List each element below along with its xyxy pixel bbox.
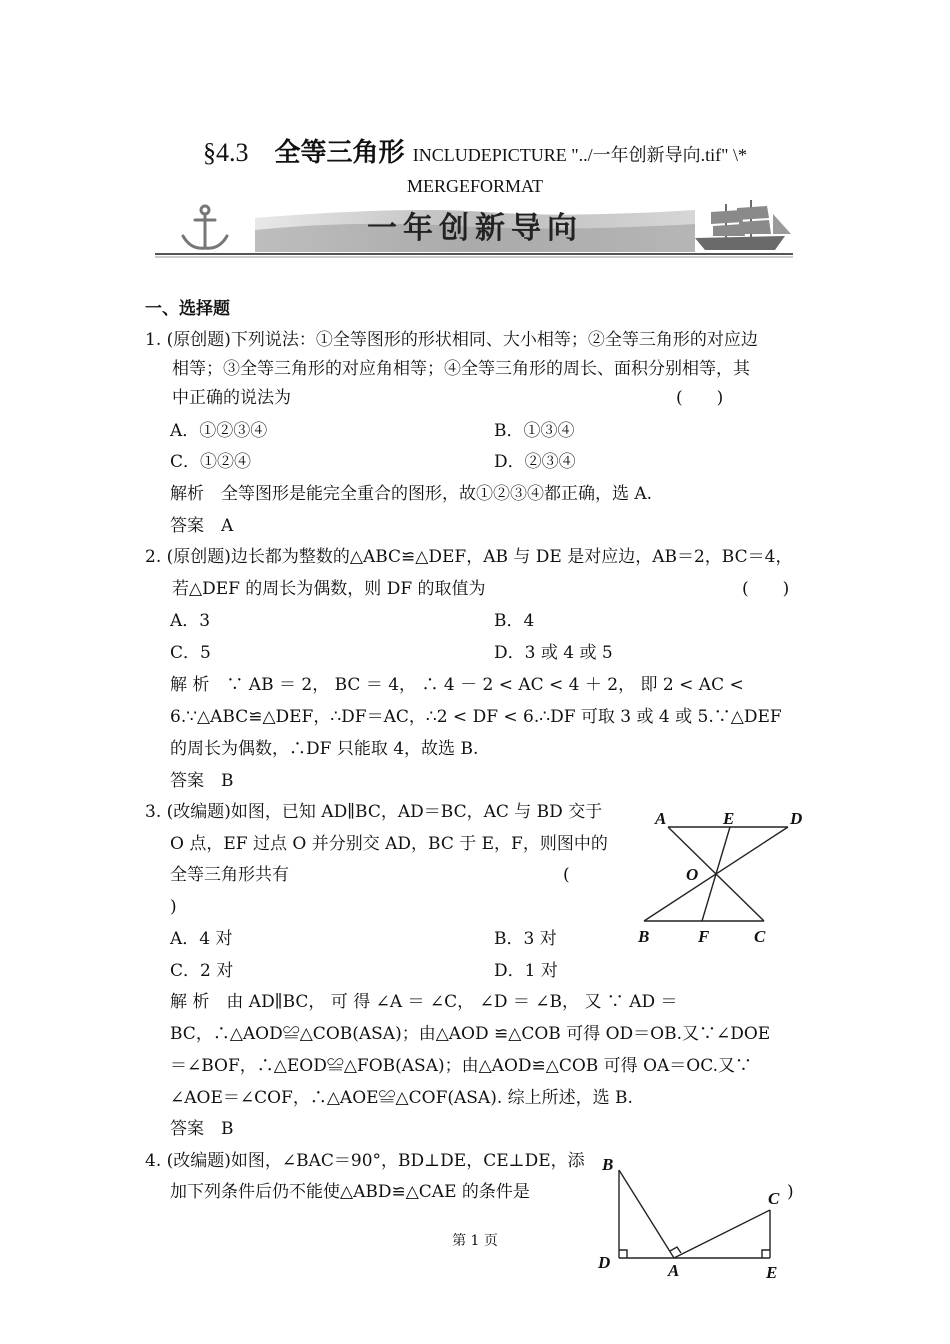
banner-text: 一年创新导向	[367, 211, 583, 246]
q3-figure	[628, 806, 818, 951]
chapter-title: 全等三角形	[274, 138, 405, 168]
q2-option-a: A．3	[170, 611, 211, 631]
q1-line-1: 1. (原创题)下列说法：①全等图形的形状相同、大小相等；②全等三角形的对应边	[145, 330, 758, 350]
q2-analysis-line-1: 解 析 ∵ AB ＝ 2， BC ＝ 4， ∴ 4 － 2 < AC < 4 ＋ 2， 即 2 < AC <	[170, 675, 744, 695]
label-b: B	[602, 1155, 614, 1174]
segment-ef	[702, 827, 730, 921]
label-c: C	[754, 927, 766, 946]
q2-analysis-line-2: 6.∵△ABC≌△DEF，∴DF＝AC，∴2 < DF < 6.∴DF 可取 3 或 4 或 5.∵△DEF	[170, 707, 782, 727]
q1-line-3: 中正确的说法为	[172, 388, 291, 408]
q4-line-1: 4. (改编题)如图，∠BAC＝90°，BD⊥DE，CE⊥DE，添	[145, 1151, 585, 1171]
q3-line-2: O 点，EF 过点 O 并分别交 AD，BC 于 E，F，则图中的	[170, 834, 608, 854]
field-code-text-2: MERGEFORMAT	[406, 176, 544, 196]
q3-line-3: 全等三角形共有	[170, 865, 289, 885]
right-angle-d	[619, 1250, 627, 1258]
q2-option-c: C．5	[170, 643, 211, 663]
banner-graphic	[155, 200, 795, 260]
label-a: A	[668, 1261, 680, 1280]
q3-option-a: A．4 对	[170, 929, 233, 949]
q2-answer: 答案 B	[170, 771, 234, 791]
q3-analysis-line-1: 解 析 由 AD∥BC， 可 得 ∠A ＝ ∠C， ∠D ＝ ∠B， 又 ∵ AD ＝	[170, 992, 678, 1012]
q1-answer: 答案 A	[170, 516, 234, 536]
q3-analysis-line-2: BC，∴△AOD≌△COB(ASA)；由△AOD ≌△COB 可得 OD＝OB.又∵∠DOE	[170, 1024, 771, 1044]
q3-option-c: C．2 对	[170, 961, 234, 981]
q1-option-b: B．①③④	[494, 421, 575, 441]
q2-option-b: B．4	[494, 611, 535, 631]
label-d: D	[790, 809, 803, 828]
q3-paren-close: )	[170, 897, 177, 917]
q1-option-a: A．①②③④	[170, 421, 268, 441]
ship-icon	[695, 200, 791, 250]
q3-analysis-line-4: ∠AOE＝∠COF，∴△AOE≌△COF(ASA). 综上所述，选 B.	[170, 1088, 633, 1108]
q1-line-2: 相等；③全等三角形的对应角相等；④全等三角形的周长、面积分别相等，其	[172, 359, 750, 379]
q3-paren-open: (	[563, 865, 570, 885]
page-title	[0, 132, 950, 169]
q1-option-d: D．②③④	[494, 452, 576, 472]
label-e: E	[766, 1263, 778, 1282]
page-number: 第 1 页	[452, 1233, 498, 1249]
q3-analysis-line-3: ＝∠BOF，∴△EOD≌△FOB(ASA)；由△AOD≌△COB 可得 OA＝OC.又∵	[170, 1056, 753, 1076]
label-o: O	[686, 865, 699, 884]
label-b: B	[638, 927, 650, 946]
q1-answer-paren: ( )	[676, 388, 724, 408]
q2-analysis-line-3: 的周长为偶数，∴DF 只能取 4，故选 B.	[170, 739, 479, 759]
q3-answer: 答案 B	[170, 1119, 234, 1139]
label-f: F	[698, 927, 710, 946]
q3-option-d: D．1 对	[494, 961, 558, 981]
label-d: D	[598, 1253, 611, 1272]
q4-figure	[594, 1150, 794, 1284]
q2-line-1: 2. (原创题)边长都为整数的△ABC≌△DEF，AB 与 DE 是对应边，AB＝2，BC＝4，	[145, 547, 793, 567]
q1-analysis: 解析 全等图形是能完全重合的图形，故①②③④都正确，选 A.	[170, 484, 653, 504]
field-code-text: INCLUDEPICTURE "../一年创新导向.tif" \*	[412, 145, 747, 165]
q2-answer-paren: ( )	[742, 579, 790, 599]
anchor-icon	[183, 206, 227, 248]
label-e: E	[723, 809, 735, 828]
q2-line-2: 若△DEF 的周长为偶数，则 DF 的取值为	[172, 579, 486, 599]
q4-paren-close: )	[787, 1182, 794, 1202]
section-number: §4.3	[203, 138, 249, 167]
q3-option-b: B．3 对	[494, 929, 557, 949]
q3-line-1: 3. (改编题)如图，已知 AD∥BC，AD＝BC，AC 与 BD 交于	[145, 802, 603, 822]
label-a: A	[655, 809, 667, 828]
label-c: C	[768, 1189, 780, 1208]
q4-line-2: 加下列条件后仍不能使△ABD≌△CAE 的条件是	[170, 1182, 530, 1202]
q2-option-d: D．3 或 4 或 5	[494, 643, 613, 663]
right-angle-e	[762, 1250, 770, 1258]
section-heading: 一、选择题	[145, 299, 230, 319]
q1-option-c: C．①②④	[170, 452, 252, 472]
